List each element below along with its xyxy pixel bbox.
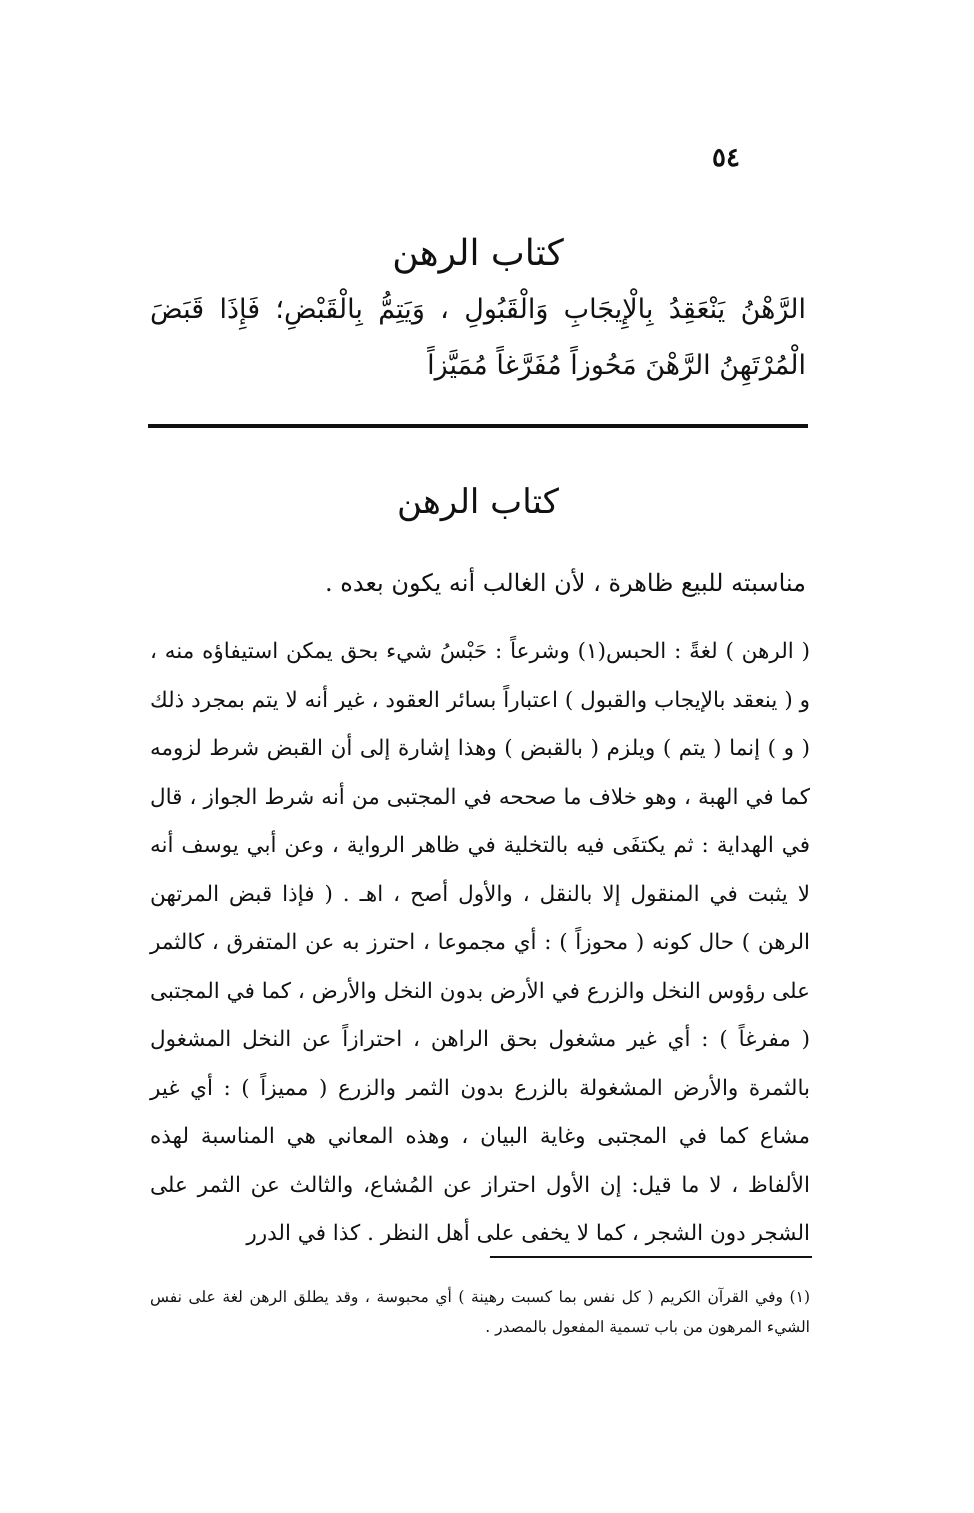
commentary-chapter-heading: كتاب الرهن <box>397 482 559 522</box>
matn-text: الرَّهْنُ يَنْعَقِدُ بِالْإِيجَابِ وَالْقَبُولِ ، وَيَتِمُّ بِالْقَبْضِ؛ فَإِذَا قَبَضَ الْمُرْتَهِنُ الرَّهْنَ مَحُوزاً مُفَرَّغاً مُمَيَّزاً <box>150 294 806 381</box>
footnote-divider <box>490 1256 812 1258</box>
footnote: (١) وفي القرآن الكريم ( كل نفس بما كسبت رهينة ) أي محبوسة ، وقد يطلق الرهن لغة على نفس الشيء المرهون من باب تسمية المفعول بالمصدر . <box>150 1288 810 1336</box>
commentary-intro: مناسبته للبيع ظاهرة ، لأن الغالب أنه يكون بعده . <box>325 569 806 597</box>
section-divider <box>148 424 808 428</box>
page-number: ٥٤ <box>712 143 740 173</box>
matn-chapter-heading: كتاب الرهن <box>392 233 564 274</box>
commentary-body: ( الرهن ) لغةً : الحبس(١) وشرعاً : حَبْسُ شيء بحق يمكن استيفاؤه منه ، و ( ينعقد بالإيجاب والقبول ) اعتباراً بسائر العقود ، غير أنه لا يتم بمجرد ذلك ( و ) إنما ( يتم ) ويلزم ( بالقبض ) وهذا إشارة إلى أن القبض شرط لزومه كما في الهبة ، وهو خلاف ما صححه في المجتبى من أنه شرط الجواز ، قال في الهداية : ثم يكتفَى فيه بالتخلية في ظاهر الرواية ، وعن أبي يوسف أنه لا يثبت في المنقول إلا بالنقل ، والأول أصح ، اهـ . ( فإذا قبض المرتهن الرهن ) حال كونه ( محوزاً ) : أي مجموعا ، احترز به عن المتفرق ، كالثمر على رؤوس النخل والزرع في الأرض بدون النخل والأرض ، كما في المجتبى ( مفرغاً ) : أي غير مشغول بحق الراهن ، احترازاً عن النخل المشغول بالثمرة والأرض المشغولة بالزرع بدون الثمر والزرع ( مميزاً ) : أي غير مشاع كما في المجتبى وغاية البيان ، وهذه المعاني هي المناسبة لهذه الألفاظ ، لا ما قيل: إن الأول احتراز عن المُشاع، والثالث عن الثمر على الشجر دون الشجر ، كما لا يخفى على أهل النظر . كذا في الدرر <box>150 639 810 1246</box>
